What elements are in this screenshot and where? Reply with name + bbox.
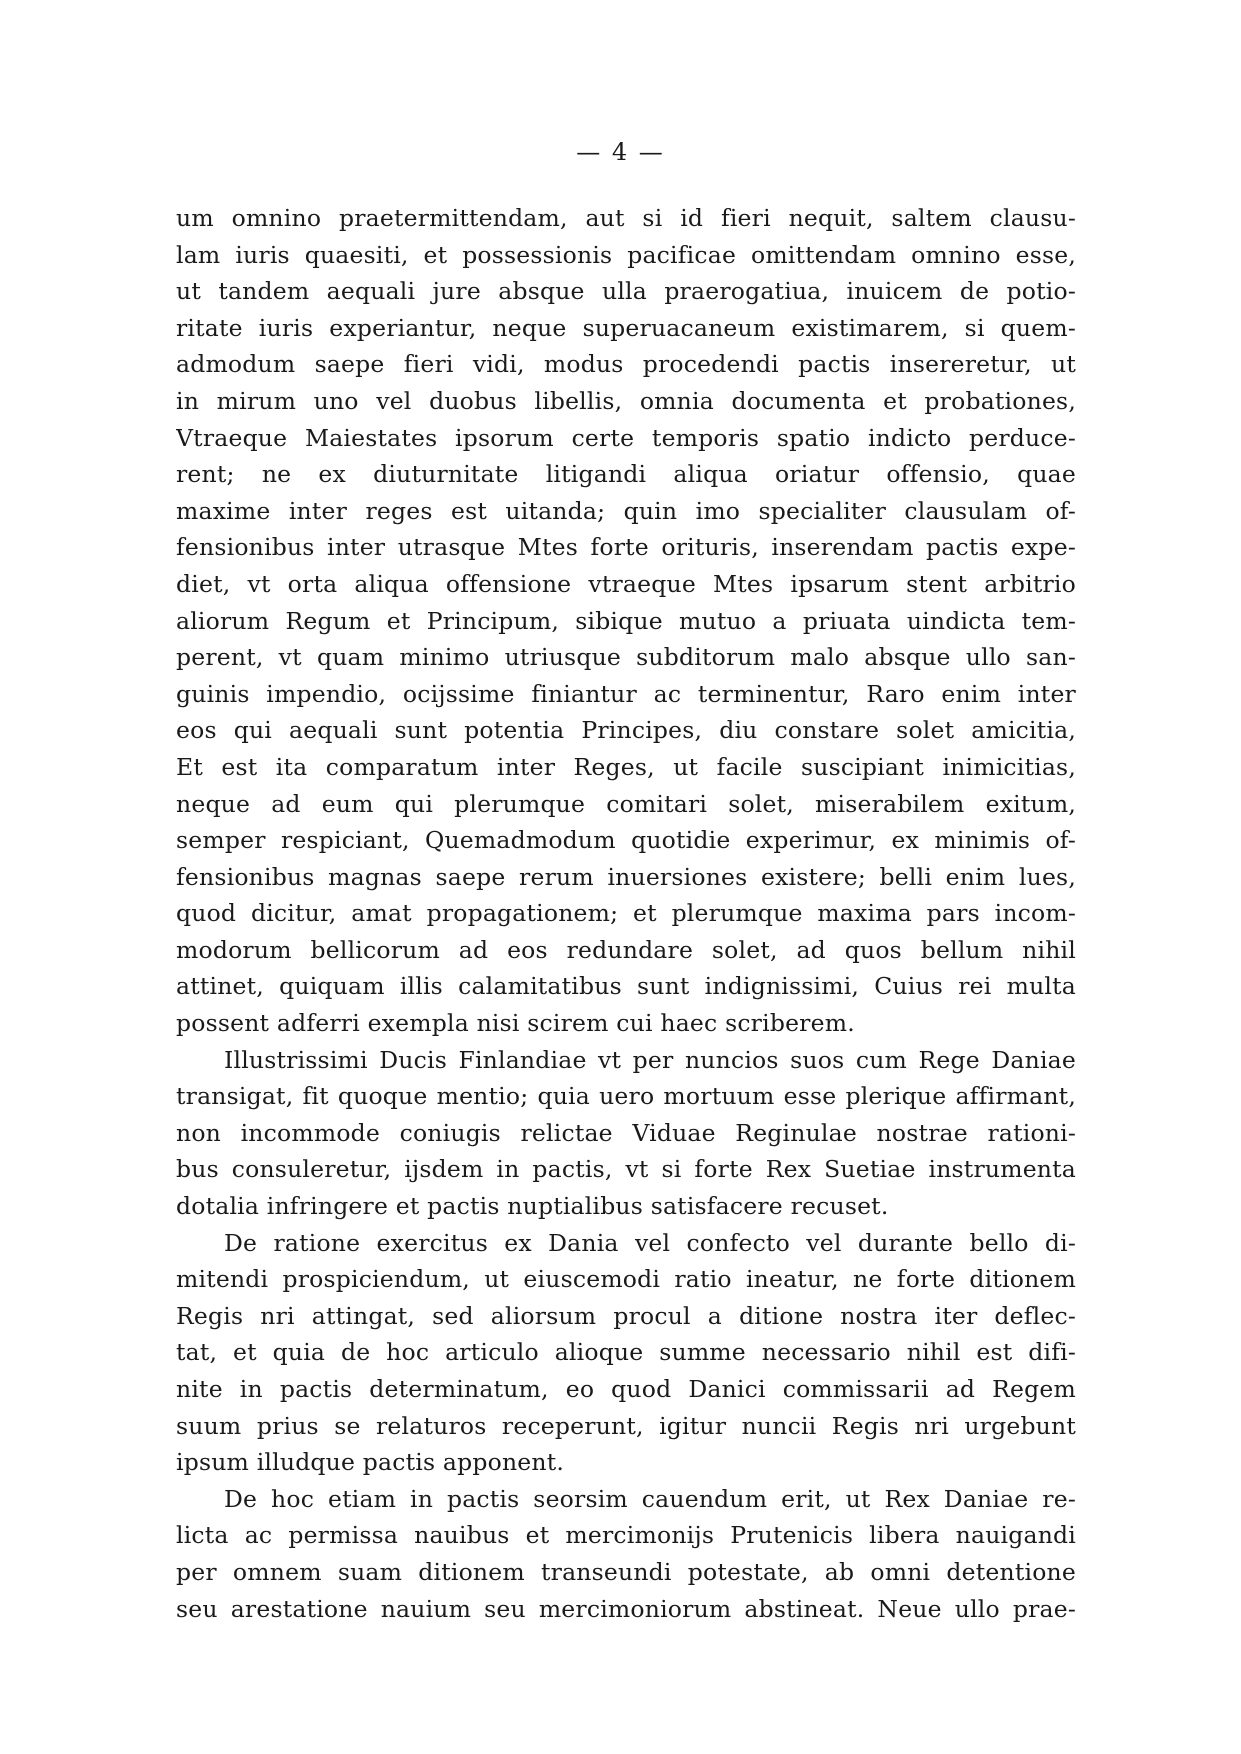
paragraph-3 xyxy=(176,1225,1076,1481)
text-line: nite in pactis determinatum, eo quod Danici commissarii ad Regem xyxy=(176,1375,1076,1403)
text-line: modorum bellicorum ad eos redundare solet, ad quos bellum nihil xyxy=(176,935,1076,964)
text-line: ritate iuris experiantur, neque superuacaneum existimarem, si quem- xyxy=(176,313,1076,342)
text-line: De hoc etiam in pactis seorsim cauendum erit, ut Rex Daniae re- xyxy=(224,1484,1076,1513)
text-line: diet, vt orta aliqua offensione vtraeque Mtes ipsarum stent arbitrio xyxy=(176,569,1076,598)
text-line: Vtraeque Maiestates ipsorum certe temporis spatio indicto perduce- xyxy=(176,423,1076,452)
text-line: eos qui aequali sunt potentia Principes, diu constare solet amicitia, xyxy=(176,716,1076,745)
text-line: ut tandem aequali jure absque ulla praerogatiua, inuicem de potio- xyxy=(176,277,1076,306)
paragraph-4 xyxy=(176,1481,1076,1627)
text-line: admodum saepe fieri vidi, modus procedendi pactis insereretur, ut xyxy=(176,350,1076,379)
text-line: perent, vt quam minimo utriusque subditorum malo absque ullo san- xyxy=(176,643,1076,672)
text-line: fensionibus magnas saepe rerum inuersiones existere; belli enim lues, xyxy=(176,862,1076,891)
text-line: mitendi prospiciendum, ut eiuscemodi ratio ineatur, ne forte ditionem xyxy=(176,1265,1076,1294)
text-line: rent; ne ex diuturnitate litigandi aliqua oriatur offensio, quae xyxy=(176,460,1076,489)
text-line: Et est ita comparatum inter Reges, ut facile suscipiant inimicitias, xyxy=(176,752,1076,781)
text-line: attinet, quiquam illis calamitatibus sunt indignissimi, Cuius rei multa xyxy=(176,972,1076,1001)
text-line: guinis impendio, ocijssime finiantur ac terminentur, Raro enim inter xyxy=(176,679,1076,708)
text-line: Illustrissimi Ducis Finlandiae vt per nuncios suos cum Rege Daniae xyxy=(224,1045,1076,1074)
text-line: ipsum illudque pactis apponent. xyxy=(176,1448,565,1477)
document-body xyxy=(176,200,1076,1627)
text-line: possent adferri exempla nisi scirem cui haec scriberem. xyxy=(176,1009,855,1038)
text-line: fensionibus inter utrasque Mtes forte orituris, inserendam pactis expe- xyxy=(176,533,1076,562)
text-line: seu arestatione nauium seu mercimoniorum abstineat. Neue ullo prae- xyxy=(176,1594,1076,1623)
text-line: quod dicitur, amat propagationem; et plerumque maxima pars incom- xyxy=(176,899,1076,928)
text-line: non incommode coniugis relictae Viduae Reginulae nostrae rationi- xyxy=(176,1118,1076,1147)
text-line: aliorum Regum et Principum, sibique mutuo a priuata uindicta tem- xyxy=(176,606,1076,635)
text-line: dotalia infringere et pactis nuptialibus satisfacere recuset. xyxy=(176,1192,889,1221)
paragraph-2 xyxy=(176,1042,1076,1225)
text-line: tat, et quia de hoc articulo alioque summe necessario nihil est difi- xyxy=(176,1338,1076,1367)
text-line: um omnino praetermittendam, aut si id fieri nequit, saltem clausu- xyxy=(176,204,1076,232)
text-line: De ratione exercitus ex Dania vel confecto vel durante bello di- xyxy=(224,1228,1076,1257)
text-line: maxime inter reges est uitanda; quin imo specialiter clausulam of- xyxy=(176,496,1076,525)
text-line: transigat, fit quoque mentio; quia uero mortuum esse plerique affirmant, xyxy=(176,1082,1076,1111)
text-line: per omnem suam ditionem transeundi potestate, ab omni detentione xyxy=(176,1557,1076,1586)
paragraph-1 xyxy=(176,200,1076,1042)
text-line: semper respiciant, Quemadmodum quotidie experimur, ex minimis of- xyxy=(176,826,1076,855)
text-line: suum prius se relaturos receperunt, igitur nuncii Regis nri urgebunt xyxy=(176,1411,1076,1440)
text-line: lam iuris quaesiti, et possessionis pacificae omittendam omnino esse, xyxy=(176,240,1076,269)
text-line: neque ad eum qui plerumque comitari solet, miserabilem exitum, xyxy=(176,789,1076,818)
text-line: Regis nri attingat, sed aliorsum procul a ditione nostra iter deflec- xyxy=(176,1301,1076,1330)
text-line: bus consuleretur, ijsdem in pactis, vt si forte Rex Suetiae instrumenta xyxy=(176,1155,1076,1184)
text-line: in mirum uno vel duobus libellis, omnia documenta et probationes, xyxy=(176,386,1076,415)
text-line: licta ac permissa nauibus et mercimonijs Prutenicis libera nauigandi xyxy=(176,1521,1076,1550)
page-number: — 4 — xyxy=(576,138,665,166)
